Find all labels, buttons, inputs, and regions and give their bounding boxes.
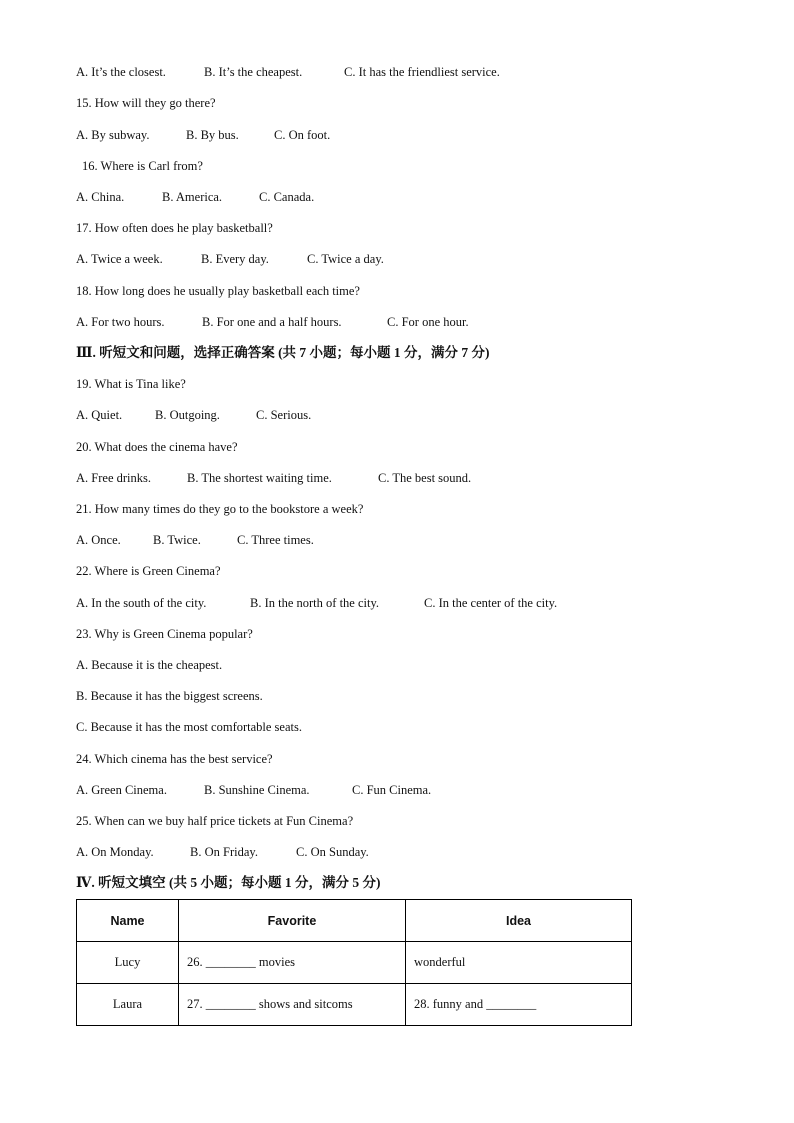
option-a: A. Once. <box>76 533 121 547</box>
options-21 <box>76 532 314 548</box>
options-17 <box>76 251 384 267</box>
options-15 <box>76 127 330 143</box>
option-b: B. Sunshine Cinema. <box>204 783 310 797</box>
option-a: A. Twice a week. <box>76 252 163 266</box>
option-a: A. China. <box>76 190 125 204</box>
option-c: C. On foot. <box>274 128 331 142</box>
table-row <box>77 942 632 984</box>
option-23-b: B. Because it has the biggest screens. <box>76 689 263 703</box>
options-25 <box>76 844 369 860</box>
cell-name: Lucy <box>77 942 179 984</box>
option-b: B. In the north of the city. <box>250 596 380 610</box>
option-c: C. Twice a day. <box>307 252 384 266</box>
options-14 <box>76 64 500 80</box>
option-c: C. Three times. <box>237 533 314 547</box>
question-24: 24. Which cinema has the best service? <box>76 752 273 766</box>
header-favorite: Favorite <box>179 900 406 942</box>
cell-idea: 28. funny and ________ <box>406 984 632 1026</box>
question-23: 23. Why is Green Cinema popular? <box>76 627 253 641</box>
option-c: C. The best sound. <box>378 471 472 485</box>
option-a: A. On Monday. <box>76 845 154 859</box>
option-b: B. Outgoing. <box>155 408 220 422</box>
option-c: C. Serious. <box>256 408 312 422</box>
cell-idea: wonderful <box>406 942 632 984</box>
option-a: A. Free drinks. <box>76 471 151 485</box>
option-a: A. Quiet. <box>76 408 123 422</box>
question-16: 16. Where is Carl from? <box>82 159 203 173</box>
option-b: B. America. <box>162 190 223 204</box>
question-20: 20. What does the cinema have? <box>76 440 238 454</box>
option-b: B. On Friday. <box>190 845 258 859</box>
question-19: 19. What is Tina like? <box>76 377 186 391</box>
option-b: B. The shortest waiting time. <box>187 471 332 485</box>
options-19 <box>76 407 311 423</box>
cell-favorite: 26. ________ movies <box>179 942 406 984</box>
options-20 <box>76 470 471 486</box>
option-b: B. It’s the cheapest. <box>204 65 303 79</box>
option-b: B. Every day. <box>201 252 269 266</box>
table-header-row <box>77 900 632 942</box>
question-17: 17. How often does he play basketball? <box>76 221 273 235</box>
option-b: B. Twice. <box>153 533 201 547</box>
option-a: A. Green Cinema. <box>76 783 167 797</box>
section-4-heading: Ⅳ. 听短文填空 (共 5 小题；每小题 1 分，满分 5 分) <box>76 875 381 890</box>
option-b: B. For one and a half hours. <box>202 315 342 329</box>
option-a: A. In the south of the city. <box>76 596 207 610</box>
fill-in-table <box>76 899 632 1026</box>
options-18 <box>76 314 469 330</box>
question-22: 22. Where is Green Cinema? <box>76 564 221 578</box>
cell-name: Laura <box>77 984 179 1026</box>
cell-favorite: 27. ________ shows and sitcoms <box>179 984 406 1026</box>
options-16 <box>76 189 314 205</box>
question-15: 15. How will they go there? <box>76 96 216 110</box>
option-c: C. Fun Cinema. <box>352 783 432 797</box>
question-21: 21. How many times do they go to the bookstore a week? <box>76 502 364 516</box>
option-c: C. It has the friendliest service. <box>344 65 500 79</box>
section-3-heading: Ⅲ. 听短文和问题，选择正确答案 (共 7 小题；每小题 1 分，满分 7 分) <box>76 345 490 360</box>
option-c: C. Canada. <box>259 190 315 204</box>
option-23-a: A. Because it is the cheapest. <box>76 658 223 672</box>
options-24 <box>76 782 431 798</box>
option-a: A. It’s the closest. <box>76 65 166 79</box>
option-c: C. On Sunday. <box>296 845 369 859</box>
table-row <box>77 984 632 1026</box>
option-c: C. In the center of the city. <box>424 596 558 610</box>
header-name: Name <box>77 900 179 942</box>
question-18: 18. How long does he usually play basketball each time? <box>76 284 360 298</box>
option-a: A. By subway. <box>76 128 150 142</box>
option-a: A. For two hours. <box>76 315 165 329</box>
question-25: 25. When can we buy half price tickets at Fun Cinema? <box>76 814 354 828</box>
option-c: C. For one hour. <box>387 315 469 329</box>
option-23-c: C. Because it has the most comfortable seats. <box>76 720 302 734</box>
options-22 <box>76 595 557 611</box>
header-idea: Idea <box>406 900 632 942</box>
option-b: B. By bus. <box>186 128 239 142</box>
